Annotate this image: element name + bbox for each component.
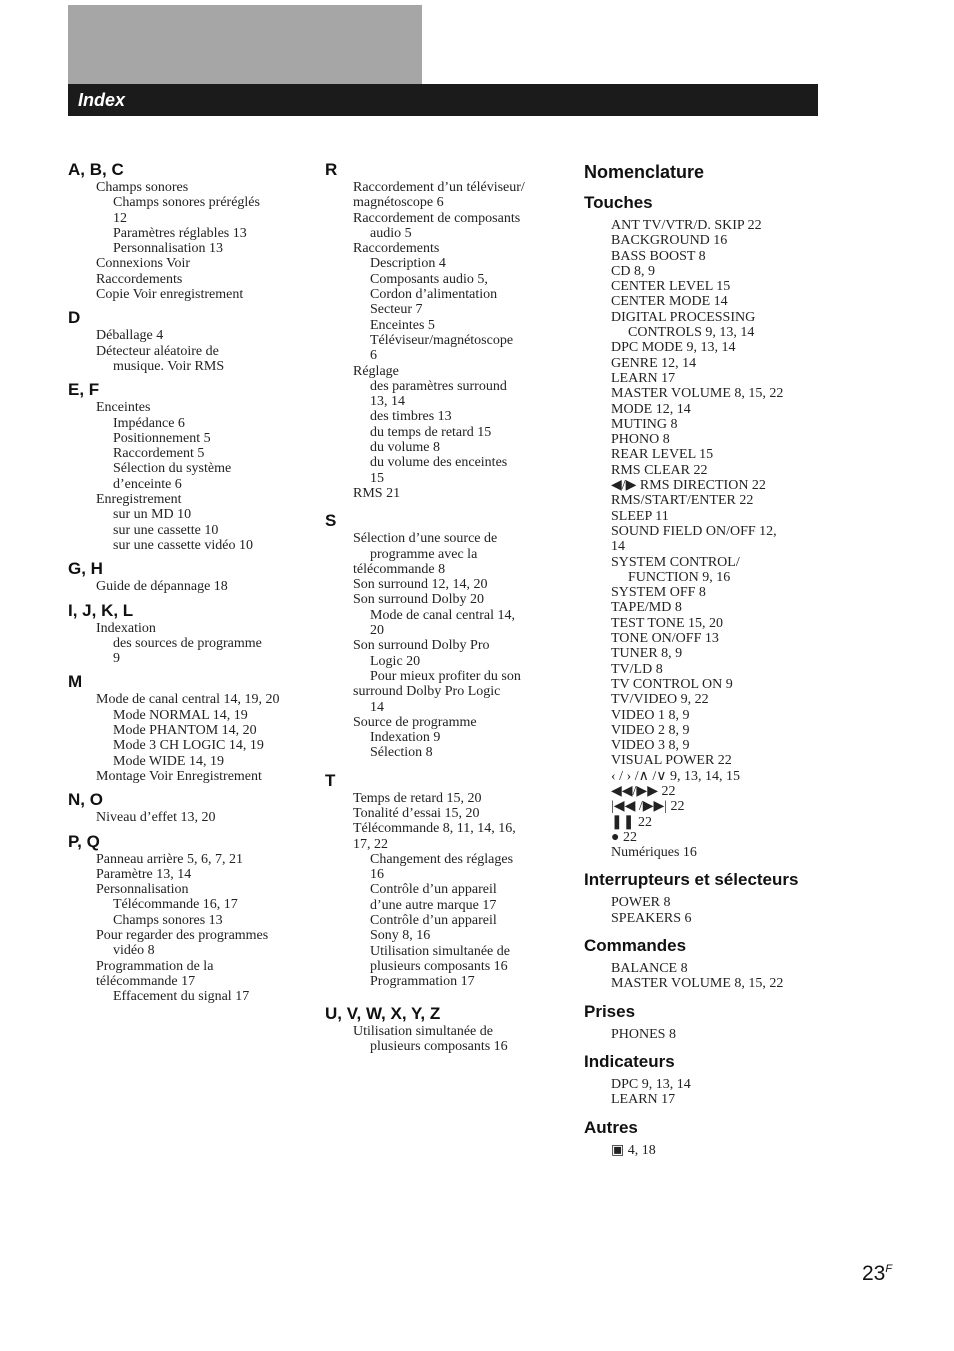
index-entry: Champs sonores: [96, 180, 189, 195]
index-entry: RMS 21: [353, 485, 401, 501]
index-entry: plusieurs composants 16: [370, 958, 508, 974]
header-grey-block: [68, 5, 422, 85]
index-section: [325, 511, 570, 760]
index-entry: Champs sonores préréglés: [113, 195, 260, 211]
nomenclature-entry: TUNER 8, 9: [611, 646, 683, 662]
index-title: Index: [78, 90, 126, 110]
index-entry: télécommande 8: [353, 561, 446, 577]
nomenclature-entry: TV CONTROL ON 9: [611, 676, 733, 692]
nomenclature-entry: ANT TV/VTR/D. SKIP 22: [611, 218, 762, 233]
index-entry: sur une cassette 10: [113, 522, 219, 538]
index-entry: Sony 8, 16: [370, 928, 431, 944]
index-entry: des paramètres surround: [370, 378, 507, 394]
index-entry: du volume des enceintes: [370, 455, 508, 471]
index-entry: Enceintes 5: [370, 317, 435, 333]
nomenclature-entry: RMS CLEAR 22: [611, 462, 708, 478]
group-heading: Indicateurs: [584, 1051, 675, 1071]
index-entry: Mode de canal central 14,: [370, 607, 515, 623]
nomenclature-entry: CENTER MODE 14: [611, 294, 728, 310]
index-entry: Son surround Dolby Pro: [353, 638, 490, 654]
nomenclature-entry: ❚❚ 22: [611, 814, 652, 830]
index-entry: sur un MD 10: [113, 507, 192, 523]
nomenclature-entry: TONE ON/OFF 13: [611, 631, 719, 647]
index-entry: des timbres 13: [370, 409, 452, 425]
section-heading: N, O: [68, 790, 103, 810]
group-heading: Commandes: [584, 936, 687, 956]
index-entry: Connexions Voir: [96, 256, 190, 272]
nomenclature-entry: Numériques 16: [611, 845, 697, 861]
index-entry: Télécommande 16, 17: [113, 897, 238, 913]
index-entry: Contrôle d’un appareil: [370, 882, 497, 898]
index-entry: Mode 3 CH LOGIC 14, 19: [113, 738, 264, 754]
index-entry: 17, 22: [353, 836, 388, 852]
nomenclature-entry: ◀/▶ RMS DIRECTION 22: [611, 478, 766, 494]
index-section: [68, 790, 318, 825]
index-entry: magnétoscope 6: [353, 195, 444, 211]
section-heading: M: [68, 672, 83, 692]
nomenclature-entry: DPC 9, 13, 14: [611, 1076, 691, 1092]
index-entry: Personnalisation 13: [113, 241, 224, 257]
nomenclature-entry: VISUAL POWER 22: [611, 753, 732, 769]
nomenclature-entry: BALANCE 8: [611, 961, 688, 977]
index-entry: Mode de canal central 14, 19, 20: [96, 692, 280, 708]
index-column-2: [325, 160, 570, 1060]
group-heading: Prises: [584, 1001, 636, 1021]
index-entry: Paramètre 13, 14: [96, 866, 192, 882]
index-entry: 6: [370, 348, 377, 364]
index-entry: Programmation de la: [96, 958, 214, 974]
index-entry: Cordon d’alimentation: [370, 287, 498, 303]
index-entry: télécommande 17: [96, 973, 196, 989]
index-entry: musique. Voir RMS: [113, 358, 225, 374]
nomenclature-entry: POWER 8: [611, 895, 671, 911]
nomenclature-entry: VIDEO 3 8, 9: [611, 738, 690, 754]
nomenclature-entry: DPC MODE 9, 13, 14: [611, 340, 736, 356]
nomenclature-entry: ▣ 4, 18: [611, 1142, 656, 1158]
index-entry: Mode WIDE 14, 19: [113, 753, 224, 769]
section-heading: G, H: [68, 559, 103, 579]
nomenclature-entry: MASTER VOLUME 8, 15, 22: [611, 386, 784, 402]
index-entry: Son surround 12, 14, 20: [353, 577, 488, 593]
index-entry: Sélection d’une source de: [353, 531, 498, 547]
index-entry: Changement des réglages: [370, 851, 514, 867]
index-section: [68, 380, 318, 553]
index-entry: Pour regarder des programmes: [96, 927, 269, 943]
index-section: [325, 771, 570, 990]
index-section: [68, 601, 318, 667]
index-entry: Déballage 4: [96, 328, 164, 344]
index-entry: 9: [113, 651, 120, 667]
nomenclature-group: [584, 870, 824, 926]
nomenclature-entry: BASS BOOST 8: [611, 248, 706, 264]
index-entry: Secteur 7: [370, 302, 423, 318]
index-entry: Niveau d’effet 13, 20: [96, 810, 216, 826]
group-heading: Interrupteurs et sélecteurs: [584, 870, 799, 890]
index-entry: 12: [113, 210, 127, 226]
nomenclature-group: [584, 1118, 824, 1158]
nomenclature-entry: MASTER VOLUME 8, 15, 22: [611, 976, 784, 992]
index-entry: Temps de retard 15, 20: [353, 790, 482, 806]
index-entry: d’une autre marque 17: [370, 897, 497, 913]
section-heading: T: [325, 770, 336, 790]
index-section: [68, 832, 318, 1005]
nomenclature-entry: LEARN 17: [611, 370, 676, 386]
index-entry: Raccordement de composants: [353, 210, 521, 226]
nomenclature-entry: MUTING 8: [611, 416, 678, 432]
index-entry: Indexation 9: [370, 730, 441, 746]
nomenclature-entry: FUNCTION 9, 16: [628, 569, 731, 585]
index-entry: Guide de dépannage 18: [96, 579, 228, 595]
index-column-1: [68, 160, 318, 1010]
index-entry: Personnalisation: [96, 882, 189, 898]
nomenclature-group: [584, 1052, 824, 1108]
index-entry: Composants audio 5,: [370, 271, 488, 287]
nomenclature-entry: TAPE/MD 8: [611, 600, 682, 616]
section-heading: I, J, K, L: [68, 600, 134, 620]
index-entry: 20: [370, 623, 384, 639]
section-heading: S: [325, 511, 337, 531]
index-entry: d’enceinte 6: [113, 476, 182, 492]
index-entry: surround Dolby Pro Logic: [353, 684, 501, 700]
section-heading: E, F: [68, 380, 100, 400]
index-section: [325, 1004, 570, 1055]
index-section: [68, 160, 318, 302]
nomenclature-entry: CONTROLS 9, 13, 14: [628, 325, 755, 341]
index-entry: Sélection du système: [113, 461, 232, 477]
index-entry: Raccordements: [353, 241, 440, 257]
nomenclature-entry: DIGITAL PROCESSING: [611, 309, 756, 325]
index-entry: du volume 8: [370, 440, 440, 456]
index-entry: Pour mieux profiter du son: [370, 668, 521, 684]
index-entry: Détecteur aléatoire de: [96, 343, 219, 359]
nomenclature-entry: SPEAKERS 6: [611, 910, 692, 926]
nomenclature-entry: VIDEO 1 8, 9: [611, 707, 690, 723]
index-entry: Raccordement d’un téléviseur/: [353, 180, 525, 195]
group-heading: Touches: [584, 193, 653, 212]
index-entry: Indexation: [96, 620, 156, 636]
index-entry: Impédance 6: [113, 415, 185, 431]
index-entry: Source de programme: [353, 714, 477, 730]
index-entry: Panneau arrière 5, 6, 7, 21: [96, 851, 243, 867]
index-section: [325, 160, 570, 501]
index-entry: Montage Voir Enregistrement: [96, 768, 262, 784]
index-entry: Télécommande 8, 11, 14, 16,: [353, 821, 516, 837]
index-section: [68, 308, 318, 374]
nomenclature-entry: GENRE 12, 14: [611, 355, 697, 371]
index-entry: Enceintes: [96, 400, 151, 416]
nomenclature-entry: SLEEP 11: [611, 508, 669, 524]
nomenclature-entry: |◀◀ /▶▶| 22: [611, 799, 685, 815]
index-entry: Champs sonores 13: [113, 912, 223, 928]
nomenclature-entry: SOUND FIELD ON/OFF 12,: [611, 523, 777, 539]
index-entry: Description 4: [370, 256, 446, 272]
group-heading: Autres: [584, 1117, 638, 1137]
nomenclature-entry: SYSTEM OFF 8: [611, 585, 706, 601]
index-title-bar: [68, 84, 818, 116]
index-entry: Mode NORMAL 14, 19: [113, 707, 248, 723]
section-heading: R: [325, 160, 338, 179]
nomenclature-entry: 14: [611, 539, 625, 555]
nomenclature-column: [584, 160, 824, 1168]
index-entry: Effacement du signal 17: [113, 989, 250, 1005]
index-entry: 14: [370, 699, 384, 715]
nomenclature-entry: VIDEO 2 8, 9: [611, 722, 690, 738]
index-entry: Positionnement 5: [113, 430, 211, 446]
nomenclature-entry: BACKGROUND 16: [611, 233, 728, 249]
nomenclature-entry: PHONO 8: [611, 432, 670, 448]
nomenclature-entry: SYSTEM CONTROL/: [611, 554, 740, 570]
section-heading: U, V, W, X, Y, Z: [325, 1003, 441, 1023]
index-entry: Utilisation simultanée de: [353, 1023, 493, 1039]
index-entry: Raccordements: [96, 271, 183, 287]
index-entry: 15: [370, 470, 384, 486]
nomenclature-group: [584, 1002, 824, 1042]
nomenclature-entry: TEST TONE 15, 20: [611, 615, 724, 631]
nomenclature-entry: CENTER LEVEL 15: [611, 279, 731, 295]
index-entry: Utilisation simultanée de: [370, 943, 510, 959]
index-entry: Copie Voir enregistrement: [96, 287, 244, 303]
nomenclature-entry: TV/VIDEO 9, 22: [611, 692, 709, 708]
index-section: [68, 672, 318, 784]
index-entry: 16: [370, 867, 384, 883]
index-entry: sur une cassette vidéo 10: [113, 537, 253, 553]
index-entry: Logic 20: [370, 653, 421, 669]
nomenclature-group: [584, 193, 824, 860]
index-entry: Sélection 8: [370, 745, 433, 761]
nomenclature-entry: REAR LEVEL 15: [611, 447, 714, 463]
index-entry: Programmation 17: [370, 974, 475, 990]
index-section: [68, 559, 318, 594]
index-entry: Paramètres réglables 13: [113, 225, 247, 241]
index-entry: du temps de retard 15: [370, 424, 492, 440]
index-entry: Mode PHANTOM 14, 20: [113, 723, 257, 739]
nomenclature-entry: LEARN 17: [611, 1092, 676, 1108]
index-entry: Tonalité d’essai 15, 20: [353, 805, 480, 821]
nomenclature-entry: ● 22: [611, 829, 637, 845]
index-entry: Enregistrement: [96, 492, 182, 508]
index-entry: Contrôle d’un appareil: [370, 913, 497, 929]
nomenclature-group: [584, 936, 824, 992]
section-heading: D: [68, 308, 81, 328]
nomenclature-entry: PHONES 8: [611, 1026, 676, 1042]
nomenclature-entry: CD 8, 9: [611, 263, 655, 279]
index-entry: Téléviseur/magnétoscope: [370, 332, 514, 348]
index-entry: programme avec la: [370, 546, 478, 562]
nomenclature-title: Nomenclature: [584, 162, 705, 182]
nomenclature-entry: TV/LD 8: [611, 661, 663, 677]
index-entry: Réglage: [353, 363, 399, 379]
index-entry: plusieurs composants 16: [370, 1038, 508, 1054]
index-entry: 13, 14: [370, 394, 405, 410]
section-heading: A, B, C: [68, 160, 124, 179]
index-entry: Son surround Dolby 20: [353, 592, 485, 608]
page-number: $23^F$: [862, 1262, 893, 1285]
section-heading: P, Q: [68, 831, 100, 851]
nomenclature-entry: RMS/START/ENTER 22: [611, 493, 754, 509]
index-entry: vidéo 8: [113, 943, 155, 959]
nomenclature-entry: ◀◀/▶▶ 22: [611, 783, 676, 799]
index-entry: des sources de programme: [113, 635, 262, 651]
nomenclature-entry: MODE 12, 14: [611, 401, 691, 417]
nomenclature-entry: ‹ / › /∧ /∨ 9, 13, 14, 15: [611, 768, 740, 784]
index-entry: audio 5: [370, 225, 412, 241]
index-entry: Raccordement 5: [113, 446, 205, 462]
